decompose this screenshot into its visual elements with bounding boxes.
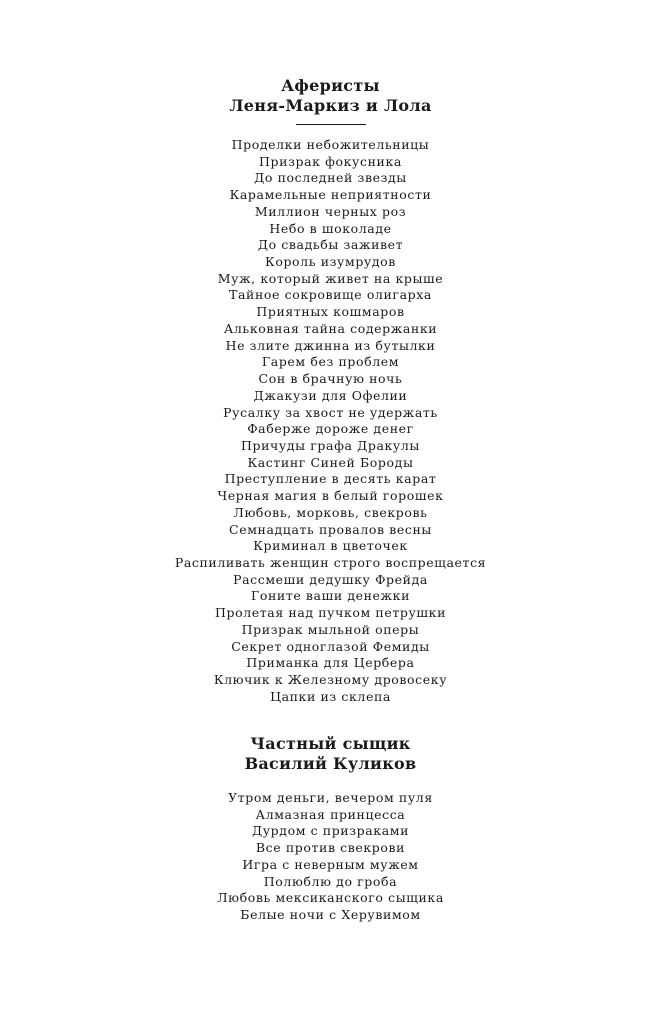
book-title: Криминал в цветочек	[253, 538, 408, 554]
series-section-1	[0, 76, 661, 705]
book-title: Проделки небожительницы	[231, 137, 430, 152]
book-title: Джакузи для Офелии	[253, 387, 408, 403]
book-title: Цапки из склепа	[270, 688, 391, 704]
book-title: Любовь, морковь, свекровь	[233, 504, 428, 520]
book-title: Приятных кошмаров	[256, 304, 405, 320]
book-title: Утром деньги, вечером пуля	[228, 790, 433, 805]
book-title: До последней звезды	[254, 170, 407, 186]
book-title: Сон в брачную ночь	[258, 371, 403, 387]
book-title: Белые ночи с Херувимом	[240, 907, 421, 923]
series-heading	[0, 734, 661, 774]
book-title: Небо в шоколаде	[269, 220, 392, 236]
series-section-2	[0, 734, 661, 924]
book-title: Рассмеши дедушку Фрейда	[233, 571, 428, 587]
book-title: Черная магия в белый горошек	[217, 488, 444, 504]
series-heading	[0, 76, 661, 116]
book-title: Не злите джинна из бутылки	[225, 337, 436, 353]
book-title: Семнадцать провалов весны	[229, 521, 432, 537]
book-title: Муж, который живет на крыше	[217, 270, 444, 286]
book-title: Приманка для Цербера	[246, 655, 415, 671]
book-title: Распиливать женщин строго воспрещается	[174, 554, 487, 570]
book-title: Все против свекрови	[255, 840, 406, 856]
book-title: Игра с неверным мужем	[242, 856, 419, 872]
book-title: Полюблю до гроба	[263, 873, 398, 889]
book-title: Преступление в десять карат	[224, 471, 437, 487]
book-title: Пролетая над пучком петрушки	[215, 605, 446, 621]
book-title: Гарем без проблем	[261, 354, 400, 370]
heading-divider	[296, 124, 366, 125]
book-list	[0, 137, 661, 705]
book-title: Русалку за хвост не удержать	[223, 404, 438, 420]
book-title: Фаберже дороже денег	[247, 421, 414, 437]
series-heading-line: Частный сыщик	[250, 734, 411, 753]
series-heading-line: Аферисты	[281, 76, 380, 95]
book-title: Миллион черных роз	[254, 203, 407, 219]
book-title: Алмазная принцесса	[255, 806, 406, 822]
book-title: Ключик к Железному дровосеку	[213, 672, 448, 687]
book-title: Любовь мексиканского сыщика	[217, 890, 444, 906]
book-title: До свадьбы заживет	[257, 237, 404, 253]
book-title: Король изумрудов	[265, 254, 396, 270]
series-heading-line: Леня-Маркиз и Лола	[229, 96, 432, 115]
book-list	[0, 790, 661, 924]
book-title: Карамельные неприятности	[229, 187, 432, 203]
book-title: Дурдом с призраками	[251, 823, 410, 839]
book-title: Альковная тайна содержанки	[223, 320, 438, 336]
book-title: Причуды графа Дракулы	[241, 437, 420, 453]
book-title: Призрак мыльной оперы	[241, 621, 420, 637]
book-title: Тайное сокровище олигарха	[229, 287, 432, 303]
series-heading-line: Василий Куликов	[244, 754, 417, 773]
book-title: Секрет одноглазой Фемиды	[231, 638, 430, 654]
book-title: Гоните ваши денежки	[250, 588, 411, 604]
book-title: Призрак фокусника	[259, 153, 402, 169]
book-title: Кастинг Синей Бороды	[247, 454, 414, 470]
